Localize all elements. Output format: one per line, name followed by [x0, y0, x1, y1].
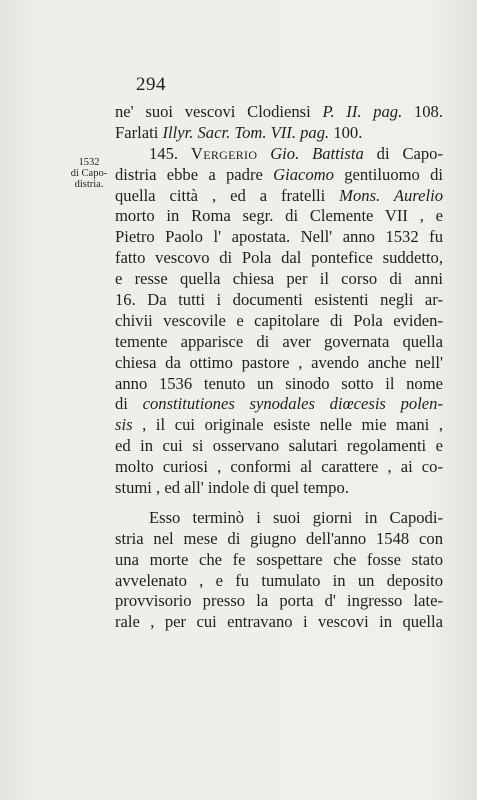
text-run: stumi , ed all' indole di quel tempo. — [115, 478, 349, 498]
text-line — [115, 508, 443, 529]
text-run: Farlati — [115, 122, 163, 142]
text-run: stria nel mese di giugno dell'anno 1548 con — [115, 528, 443, 548]
text-run: ed in cui si osservano salutari regolamenti e — [115, 436, 443, 456]
text-run: 100. — [329, 122, 363, 142]
text-run: morto in Roma segr. di Clemente VII , e — [115, 206, 443, 226]
italic-text: Gio. Battista — [270, 143, 364, 163]
margin-note-line: 1532 — [78, 157, 100, 168]
page-number: 294 — [136, 74, 166, 95]
text-line — [115, 102, 443, 123]
text-line — [115, 206, 443, 227]
text-line — [115, 144, 443, 165]
text-run: avvelenato , e fu tumulato in un deposito — [115, 570, 443, 590]
text-run: 145. — [149, 143, 191, 163]
text-run: Esso terminò i suoi giorni in Capodi- — [149, 507, 443, 527]
text-run: Pietro Paolo l' apostata. Nell' anno 1532 fu — [115, 227, 443, 247]
text-run — [257, 144, 270, 163]
body-text — [115, 102, 443, 633]
text-run: anno 1536 tenuto un sinodo sotto il nome — [115, 373, 443, 393]
text-line — [115, 394, 443, 415]
margin-note-line: di Capo- — [70, 168, 108, 179]
text-run: di Capo- — [363, 143, 443, 163]
text-line — [115, 123, 443, 144]
italic-text: Mons. Aurelio — [339, 185, 443, 205]
text-run: gentiluomo di — [333, 164, 443, 184]
text-run: distria ebbe a padre — [115, 164, 274, 184]
text-line — [115, 353, 443, 374]
text-run: quella città , ed a fratelli — [115, 185, 340, 205]
text-run: 16. Da tutti i documenti esistenti negli ar- — [115, 290, 443, 310]
text-run: provvisorio presso la porta d' ingresso late- — [115, 591, 443, 611]
text-run: 108. — [402, 102, 443, 121]
text-line — [115, 478, 443, 499]
italic-text: sis — [115, 415, 133, 435]
text-line — [115, 186, 443, 207]
text-line — [115, 248, 443, 269]
paragraph-gap — [115, 499, 443, 508]
text-run: molto curiosi , conformi al carattere , ai co- — [115, 457, 443, 477]
text-line — [115, 571, 443, 592]
text-line — [115, 165, 443, 186]
text-line — [115, 550, 443, 571]
margin-note-line: distria. — [74, 179, 104, 190]
text-run: una morte che fe sospettare che fosse stato — [115, 549, 443, 569]
text-run: fatto vescovo di Pola dal pontefice suddetto, — [115, 248, 443, 268]
text-line — [115, 415, 443, 436]
text-line — [115, 290, 443, 311]
text-run: chiesa da ottimo pastore , avendo anche nell' — [115, 352, 443, 372]
margin-note — [66, 157, 112, 190]
text-line — [115, 227, 443, 248]
text-run: e resse quella chiesa per il corso di anni — [115, 269, 443, 289]
small-caps-text: Vergerio — [190, 143, 258, 163]
text-line — [115, 612, 443, 633]
text-line — [115, 436, 443, 457]
text-line — [115, 269, 443, 290]
text-run: temente apparisce di aver governata quella — [115, 331, 443, 351]
italic-text: P. II. pag. — [322, 102, 403, 121]
text-line — [115, 457, 443, 478]
italic-text: Giacomo — [273, 164, 334, 184]
text-run: ne' suoi vescovi Clodiensi — [115, 102, 323, 121]
text-line — [115, 332, 443, 353]
text-line — [115, 591, 443, 612]
italic-text: Illyr. Sacr. Tom. VII. pag. — [162, 122, 330, 142]
text-line — [115, 529, 443, 550]
italic-text: constitutiones synodales diœcesis polen- — [142, 394, 443, 414]
text-run: chivii vescovile e capitolare di Pola eviden- — [115, 310, 443, 330]
text-run: rale , per cui entravano i vescovi in quella — [115, 612, 443, 632]
text-run: di — [115, 394, 143, 414]
text-run: , il cui originale esiste nelle mie mani , — [132, 415, 443, 435]
text-line — [115, 374, 443, 395]
text-line — [115, 311, 443, 332]
